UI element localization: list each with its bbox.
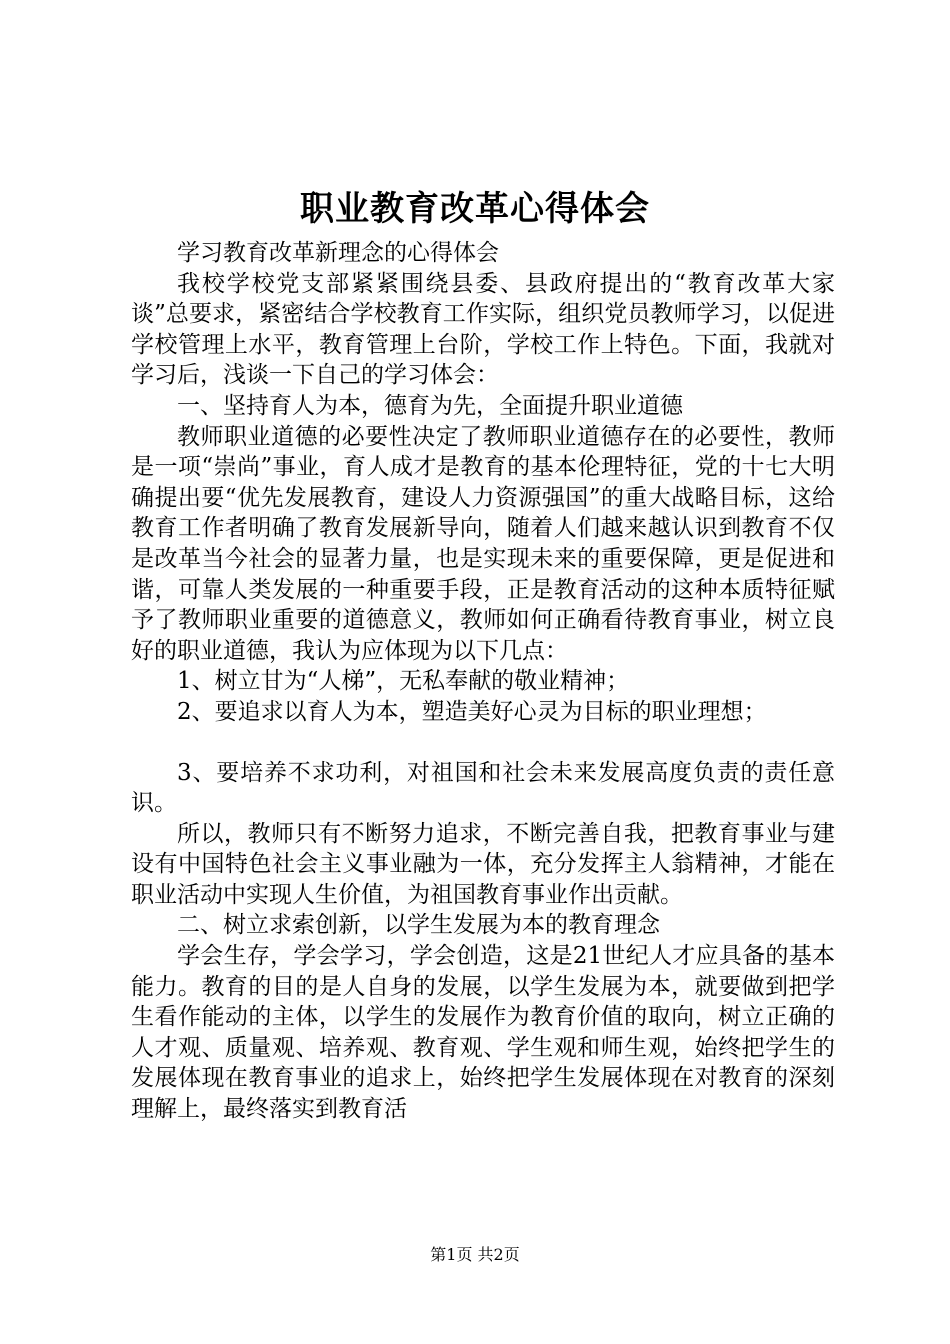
intro-paragraph: 我校学校党支部紧紧围绕县委、县政府提出的“教育改革大家谈”总要求，紧密结合学校教育工作实际，组织党员教师学习，以促进学校管理上水平，教育管理上台阶，学校工作上特色。下面，我就对学习后，浅谈一下自己的学习体会： xyxy=(131,270,835,389)
list-item-1: 1、树立甘为“人梯”，无私奉献的敬业精神； xyxy=(177,668,630,695)
page-footer: 第1页 共2页 xyxy=(430,1245,520,1264)
subtitle-paragraph: 学习教育改革新理念的心得体会 xyxy=(177,240,499,266)
section-heading-1: 一、坚持育人为本，德育为先，全面提升职业道德 xyxy=(177,392,683,419)
section-heading-2: 二、树立求索创新，以学生发展为本的教育理念 xyxy=(177,912,660,939)
body-paragraph: 教师职业道德的必要性决定了教师职业道德存在的必要性，教师是一项“崇尚”事业，育人成才是教育的基本伦理特征，党的十七大明确提出要“优先发展教育，建设人力资源强国”的重大战略目标，这给教育工作者明确了教育发展新导向，随着人们越来越认识到教育不仅是改革当今社会的显著力量，也是实现未来的重要保障，更是促进和谐，可靠人类发展的一种重要手段，正是教育活动的这种本质特征赋予了教师职业重要的道德意义，教师如何正确看待教育事业，树立良好的职业道德，我认为应体现为以下几点： xyxy=(131,423,835,664)
document-body xyxy=(131,238,835,1125)
document-title: 职业教育改革心得体会 xyxy=(300,189,650,229)
list-item-3: 3、要培养不求功利，对祖国和社会未来发展高度负责的责任意识。 xyxy=(131,759,835,817)
list-item-2: 2、要追求以育人为本，塑造美好心灵为目标的职业理想； xyxy=(177,698,767,725)
body-paragraph: 所以，教师只有不断努力追求，不断完善自我，把教育事业与建设有中国特色社会主义事业融为一体，充分发挥主人翁精神，才能在职业活动中实现人生价值，为祖国教育事业作出贡献。 xyxy=(131,820,835,908)
body-paragraph: 学会生存，学会学习，学会创造，这是21世纪人才应具备的基本能力。教育的目的是人自身的发展，以学生发展为本，就要做到把学生看作能动的主体，以学生的发展作为教育价值的取向，树立正确的人才观、质量观、培养观、教育观、学生观和师生观，始终把学生的发展体现在教育事业的追求上，始终把学生发展体现在对教育的深刻理解上，最终落实到教育活 xyxy=(131,943,835,1123)
